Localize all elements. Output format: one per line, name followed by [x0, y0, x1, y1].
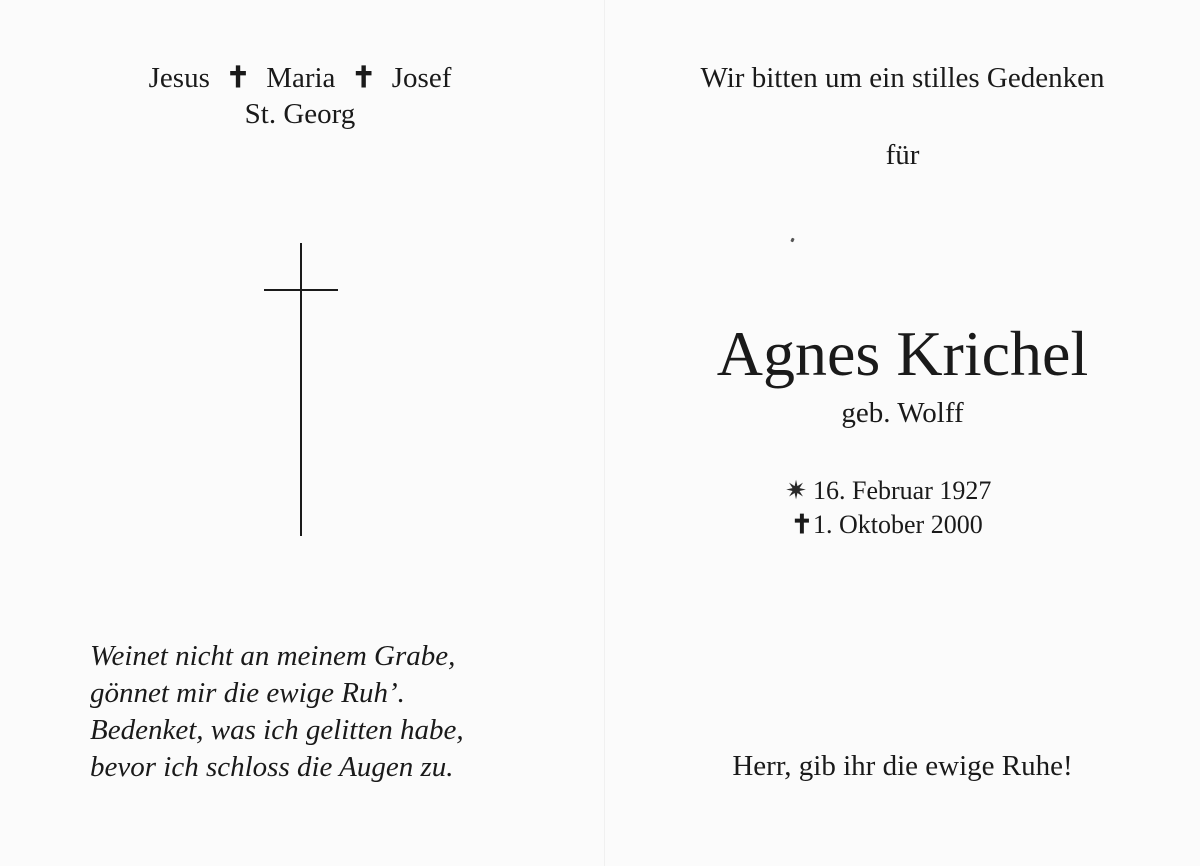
- verse-line: Weinet nicht an meinem Grabe,: [90, 640, 456, 672]
- birth-row: [785, 474, 1085, 508]
- right-panel: [605, 0, 1200, 866]
- name-josef: Josef: [391, 62, 452, 94]
- holy-family-names: [100, 60, 500, 96]
- holy-family-heading: [100, 60, 500, 132]
- latin-cross-icon: [264, 243, 338, 536]
- for-label: für: [885, 139, 920, 171]
- death-row: [785, 508, 1085, 542]
- print-speck: [790, 238, 794, 243]
- name-maria: Maria: [266, 62, 336, 94]
- deceased-name: Agnes Krichel: [716, 318, 1089, 389]
- birth-star-icon: ✷: [785, 476, 807, 505]
- death-date: 1. Oktober 2000: [813, 510, 983, 539]
- maiden-name: geb. Wolff: [841, 397, 964, 429]
- verse-line: bevor ich schloss die Augen zu.: [90, 751, 454, 783]
- remembrance-request: Wir bitten um ein stilles Gedenken: [700, 62, 1105, 94]
- memorial-verse: [90, 638, 560, 786]
- name-jesus: Jesus: [148, 62, 210, 94]
- life-dates: [785, 474, 1085, 542]
- death-cross-icon: ✝: [791, 510, 813, 539]
- cross-separator-icon: ✝: [351, 62, 376, 94]
- verse-line: Bedenket, was ich gelitten habe,: [90, 714, 464, 746]
- verse-line: gönnet mir die ewige Ruh’.: [90, 677, 405, 709]
- parish-name: St. Georg: [244, 98, 356, 130]
- cross-separator-icon: ✝: [225, 62, 251, 94]
- birth-date: 16. Februar 1927: [813, 476, 992, 505]
- closing-prayer: Herr, gib ihr die ewige Ruhe!: [732, 750, 1073, 782]
